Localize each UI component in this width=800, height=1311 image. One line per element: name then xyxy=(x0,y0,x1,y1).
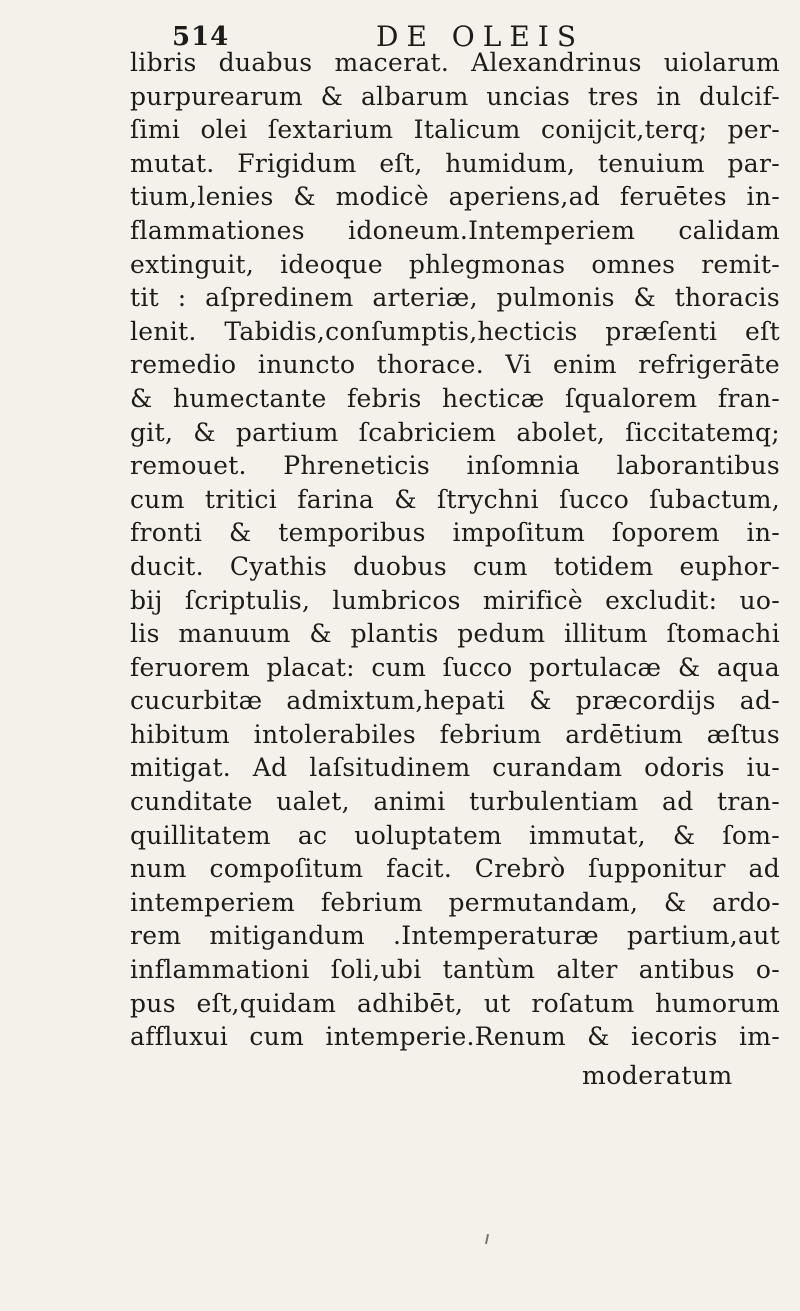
text-line: libris duabus macerat. Alexandrinus uiolarum xyxy=(130,48,780,77)
text-line: lis manuum & plantis pedum illitum ſtomachi xyxy=(130,619,780,649)
text-line: git, & partium ſcabriciem abolet, ſiccitatemq; xyxy=(130,417,780,447)
catchword: moderatum xyxy=(582,1061,733,1090)
text-line: cum tritici farina & ſtrychni ſucco ſubactum, xyxy=(130,484,780,514)
text-line: feruorem placat: cum ſucco portulacæ & aqua xyxy=(130,652,780,682)
text-line: pus eſt,quidam adhibēt, ut roſatum humorum xyxy=(130,988,780,1018)
text-line: ducit. Cyathis duobus cum totidem euphor- xyxy=(130,551,780,581)
text-line: lenit. Tabidis,conſumptis,hecticis præſenti eſt xyxy=(130,316,780,346)
stray-ink-mark xyxy=(485,1234,489,1244)
text-line: bij ſcriptulis, lumbricos mirificè excludit: uo- xyxy=(130,585,780,615)
text-line: tium,lenies & modicè aperiens,ad feruētes in- xyxy=(130,182,780,212)
text-line: num compoſitum facit. Crebrò ſupponitur ad xyxy=(130,854,780,884)
text-line: tit : aſpredinem arteriæ, pulmonis & thoracis xyxy=(130,283,780,313)
text-line: cunditate ualet, animi turbulentiam ad tran- xyxy=(130,787,780,817)
text-line: extinguit, ideoque phlegmonas omnes remit- xyxy=(130,249,780,279)
text-line: affluxui cum intemperie.Renum & iecoris im- xyxy=(130,1022,780,1052)
text-line: fronti & temporibus impoſitum ſoporem in- xyxy=(130,518,780,548)
text-line: remedio inuncto thorace. Vi enim refrigerāte xyxy=(130,350,780,380)
text-line: & humectante febris hecticæ ſqualorem fran- xyxy=(130,383,780,413)
text-line: intemperiem febrium permutandam, & ardo- xyxy=(130,887,780,917)
text-line: mitigat. Ad laſsitudinem curandam odoris iu- xyxy=(130,753,780,783)
text-line: rem mitigandum .Intemperaturæ partium,aut xyxy=(130,921,780,951)
text-line: mutat. Frigidum eſt, humidum, tenuium par- xyxy=(130,148,780,178)
page-number: 514 xyxy=(172,22,230,52)
body-text xyxy=(130,46,790,1054)
text-line: flammationes idoneum.Intemperiem calidam xyxy=(130,215,780,245)
text-line: inflammationi ſoli,ubi tantùm alter antibus o- xyxy=(130,955,780,985)
text-line: remouet. Phreneticis inſomnia laborantibus xyxy=(130,451,780,481)
text-line: ſimi olei ſextarium Italicum conijcit,terq; per- xyxy=(130,115,780,145)
text-line: quillitatem ac uoluptatem immutat, & ſom- xyxy=(130,820,780,850)
text-line: hibitum intolerabiles febrium ardētium æſtus xyxy=(130,719,780,749)
text-line: cucurbitæ admixtum,hepati & præcordijs ad- xyxy=(130,686,780,716)
running-title: DE OLEIS xyxy=(376,20,585,53)
text-line: purpurearum & albarum uncias tres in dulcif- xyxy=(130,81,780,111)
